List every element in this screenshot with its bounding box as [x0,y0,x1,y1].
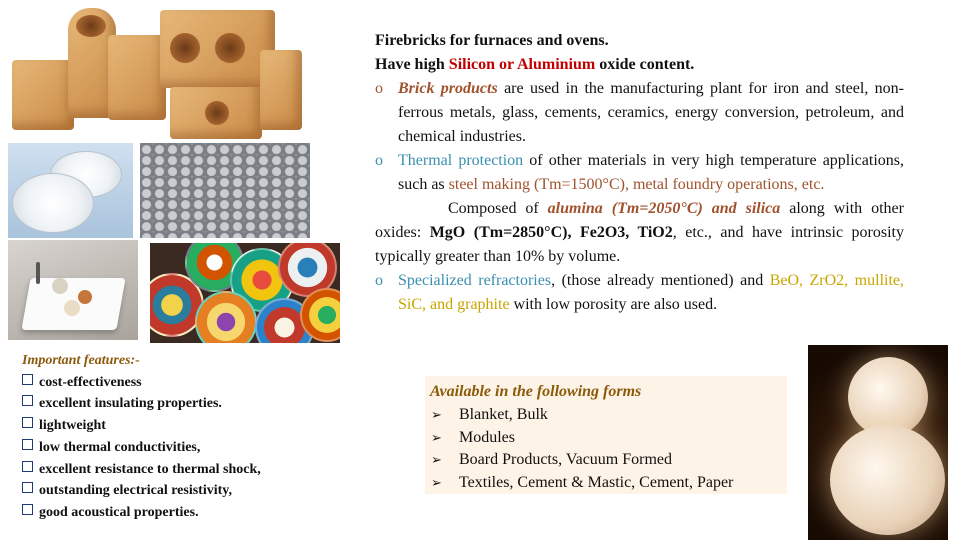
checkbox-bullet-icon [22,374,33,385]
arrow-bullet-icon: ➢ [431,475,442,491]
feature-item: good acoustical properties. [22,502,342,524]
forms-item: ➢ Textiles, Cement & Mastic, Cement, Paper [431,472,733,495]
features-list [22,350,342,524]
bullet-marker: o [375,272,383,289]
oven-dish-image [8,240,138,340]
checkbox-bullet-icon [22,439,33,450]
composition-paragraph: Composed of alumina (Tm=2050°C) and silica along with other oxides: MgO (Tm=2850°C), Fe2O3, TiO2, etc., and have intrinsic porosity typically greater than 10% by volume. [375,200,904,265]
checkbox-bullet-icon [22,482,33,493]
bullet-thermal-protection: o Thermal protection of other materials in very high temperature applications, such as steel making (Tm=1500°C), metal foundry operations, etc. [375,149,904,197]
arrow-bullet-icon: ➢ [431,430,442,446]
feature-item: cost-effectiveness [22,372,342,394]
heading-line-1: Firebricks for furnaces and ovens. [375,32,609,49]
bullet-brick-products: o Brick products are used in the manufacturing plant for iron and steel, non-ferrous metals, glass, cements, ceramics, energy conversion, petroleum, and chemical industries. [375,77,904,149]
available-forms-box [425,376,787,494]
forms-item: ➢ Blanket, Bulk [431,404,733,427]
forms-list [431,404,733,494]
bullet-specialized-refractories: o Specialized refractories, (those already mentioned) and BeO, ZrO2, mullite, SiC, and graphite with low porosity are also used. [375,269,904,317]
feature-item: low thermal conductivities, [22,437,342,459]
silicon-aluminium-text: Silicon or Aluminium [448,56,596,73]
feature-item: excellent resistance to thermal shock, [22,459,342,481]
checkbox-bullet-icon [22,417,33,428]
forms-title: Available in the following forms [430,383,642,400]
bullet-marker: o [375,152,383,169]
ceramic-lamp-image [808,345,948,540]
firebricks-image [10,5,305,140]
checkbox-bullet-icon [22,461,33,472]
bullet-marker: o [375,80,383,97]
arrow-bullet-icon: ➢ [431,408,442,423]
arrow-bullet-icon: ➢ [431,453,442,468]
checkbox-bullet-icon [22,395,33,406]
features-title: Important features:- [22,353,140,368]
tile-texture-image [140,143,310,238]
main-text [375,29,904,317]
decorative-plates-image [150,243,340,343]
checkbox-bullet-icon [22,504,33,515]
ceramic-fibre-rolls-image [8,143,133,238]
feature-item: lightweight [22,415,342,437]
feature-item: outstanding electrical resistivity, [22,480,342,502]
feature-item: excellent insulating properties. [22,393,342,415]
forms-item: ➢ Board Products, Vacuum Formed [431,449,733,472]
heading-line-2: Have high Silicon or Aluminium oxide content. [375,56,695,73]
forms-item: ➢ Modules [431,427,733,450]
